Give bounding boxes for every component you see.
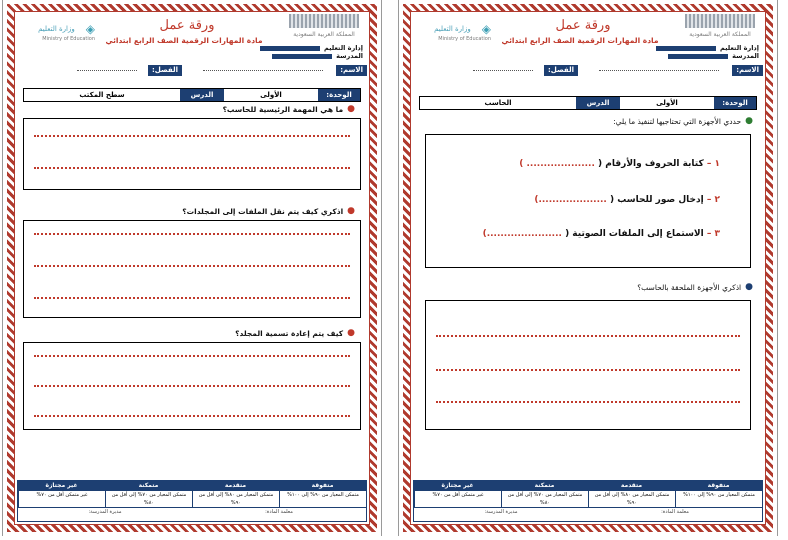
- page-header: [17, 12, 367, 60]
- principal-signature: مديرة المدرسة:: [484, 509, 518, 515]
- evaluation-footer: متفوقة متقدمة متمكنة غير مجتازة متمكن المعيار من ٩٠% إلى ١٠٠% متمكن المعيار من ٨٠% إلى أقل من ٩٠% متمكن المعيار من ٧٠% إلى أقل من ٨٠% غير متمكن أقل من ٧٠% معلمة المادة: مديرة المدرسة:: [413, 480, 763, 522]
- ministry-logo: المملكة العربية السعودية: [681, 14, 759, 42]
- worksheet-title: ورقة عمل: [555, 18, 611, 33]
- unit-lesson-row: [419, 96, 757, 110]
- ministry-logo: المملكة العربية السعودية: [285, 14, 363, 42]
- lesson-value: سطح المكتب: [79, 91, 125, 99]
- unit-value: الأولى: [260, 91, 282, 99]
- evaluation-footer: متفوقة متقدمة متمكنة غير مجتازة متمكن المعيار من ٩٠% إلى ١٠٠% متمكن المعيار من ٨٠% إلى أقل من ٩٠% متمكن المعيار من ٧٠% إلى أقل من ٨٠% غير متمكن أقل من ٧٠% معلمة المادة: مديرة المدرسة:: [17, 480, 367, 522]
- education-logo-icon: ◈: [481, 22, 491, 36]
- answer-box-1[interactable]: [425, 134, 751, 268]
- unit-label: الوحدة:: [714, 97, 756, 109]
- principal-signature: مديرة المدرسة:: [88, 509, 122, 515]
- criteria-checkbox[interactable]: متمكن المعيار من ٩٠% إلى ١٠٠%: [675, 491, 762, 507]
- bullet-icon: ●: [347, 328, 355, 338]
- name-label: الاسم:: [336, 65, 367, 76]
- class-field[interactable]: [77, 70, 137, 71]
- answer-box-2[interactable]: [425, 300, 751, 430]
- question-2: ● اذكري كيف يتم نقل الملفات إلى المجلدات؟: [182, 206, 355, 216]
- criteria-checkbox[interactable]: غير متمكن أقل من ٧٠%: [414, 491, 501, 507]
- criteria-checkbox[interactable]: متمكن المعيار من ٨٠% إلى أقل من ٩٠%: [192, 491, 279, 507]
- name-field[interactable]: [599, 70, 719, 71]
- student-info-row: [413, 64, 763, 78]
- question-2: ● اذكري الأجهزة الملحقة بالحاسب؟: [637, 282, 753, 292]
- answer-box-3[interactable]: [23, 342, 361, 430]
- answer-box-2[interactable]: [23, 220, 361, 318]
- criteria-checkbox[interactable]: متمكن المعيار من ٩٠% إلى ١٠٠%: [279, 491, 366, 507]
- unit-lesson-row: [23, 88, 361, 102]
- lesson-label: الدرس: [180, 89, 224, 101]
- bullet-icon: ●: [347, 104, 355, 114]
- lesson-label: الدرس: [576, 97, 620, 109]
- admin-school-fields: إدارة التعليم المدرسة: [260, 44, 363, 60]
- item-3: ٣ – الاستماع إلى الملفات الصوتية ( ......................): [482, 229, 720, 239]
- bullet-icon: ●: [347, 206, 355, 216]
- ministry-of-education-logo: ◈ وزارة التعليم Ministry of Education: [434, 22, 491, 42]
- student-info-row: [17, 64, 367, 78]
- worksheet-page-right: [398, 0, 778, 536]
- education-logo-icon: ◈: [85, 22, 95, 36]
- name-label: الاسم:: [732, 65, 763, 76]
- class-field[interactable]: [473, 70, 533, 71]
- teacher-signature: معلمة المادة:: [265, 509, 293, 515]
- unit-value: الأولى: [656, 99, 678, 107]
- criteria-checkbox[interactable]: متمكن المعيار من ٧٠% إلى أقل من ٨٠%: [501, 491, 588, 507]
- class-label: الفصل:: [148, 65, 182, 76]
- admin-school-fields: إدارة التعليم المدرسة: [656, 44, 759, 60]
- worksheet-title: ورقة عمل: [159, 18, 215, 33]
- question-1: ● حددي الأجهزة التي تحتاجيها لتنفيذ ما يلي:: [613, 116, 753, 126]
- class-label: الفصل:: [544, 65, 578, 76]
- bullet-icon: ●: [745, 116, 753, 126]
- unit-label: الوحدة:: [318, 89, 360, 101]
- ministry-of-education-logo: ◈ وزارة التعليم Ministry of Education: [38, 22, 95, 42]
- question-3: ● كيف يتم إعادة تسمية المجلد؟: [235, 328, 355, 338]
- question-1: ● ما هي المهمة الرئيسية للحاسب؟: [222, 104, 355, 114]
- criteria-checkbox[interactable]: غير متمكن أقل من ٧٠%: [18, 491, 105, 507]
- teacher-signature: معلمة المادة:: [661, 509, 689, 515]
- criteria-checkbox[interactable]: متمكن المعيار من ٧٠% إلى أقل من ٨٠%: [105, 491, 192, 507]
- lesson-value: الحاسب: [484, 99, 512, 107]
- worksheet-subtitle: مادة المهارات الرقمية الصف الرابع ابتدائي: [105, 36, 263, 45]
- worksheet-page-left: [2, 0, 382, 536]
- answer-box-1[interactable]: [23, 118, 361, 190]
- item-2: ٢ – إدخال صور للحاسب ( ....................): [534, 195, 720, 205]
- bullet-icon: ●: [745, 282, 753, 292]
- worksheet-subtitle: مادة المهارات الرقمية الصف الرابع ابتدائي: [501, 36, 659, 45]
- name-field[interactable]: [203, 70, 323, 71]
- page-header: [413, 12, 763, 60]
- item-1: ١ – كتابة الحروف والأرقام ( .................... ): [519, 159, 720, 169]
- criteria-checkbox[interactable]: متمكن المعيار من ٨٠% إلى أقل من ٩٠%: [588, 491, 675, 507]
- decorative-border: [403, 4, 773, 532]
